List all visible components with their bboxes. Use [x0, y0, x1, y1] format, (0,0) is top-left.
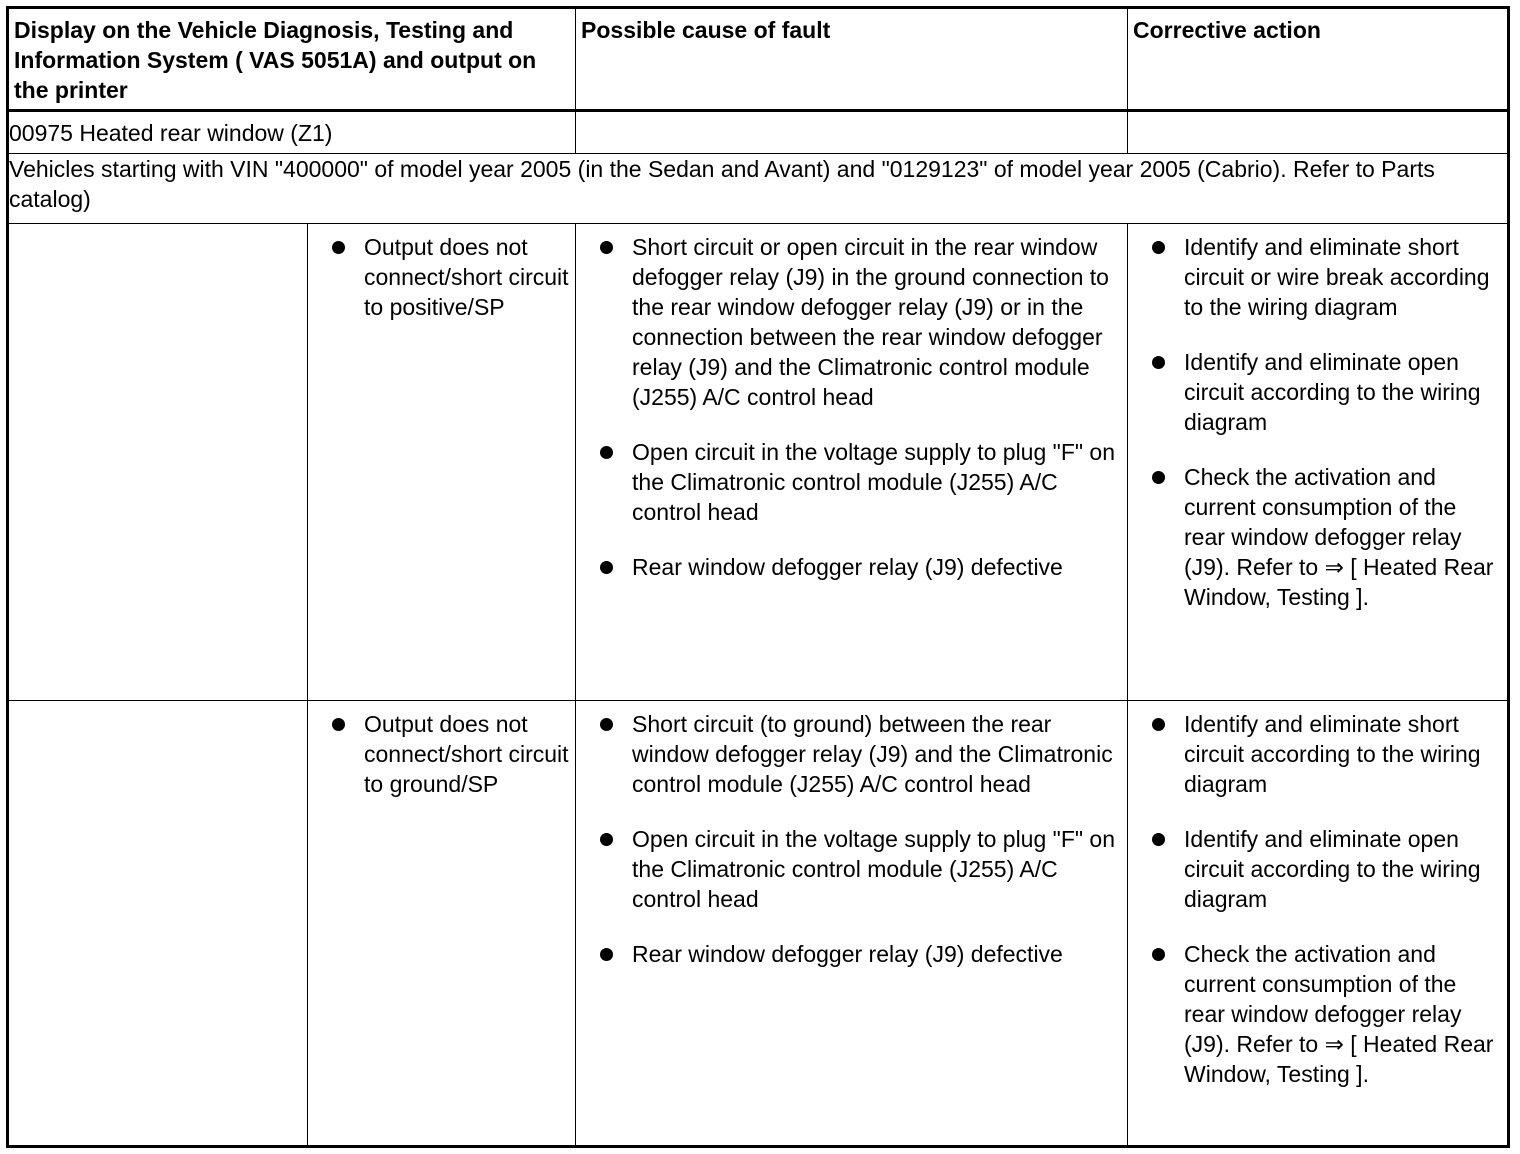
action-cell — [1128, 224, 1509, 701]
symptom-list — [308, 701, 575, 799]
header-row — [8, 8, 1509, 111]
empty-cell — [8, 224, 308, 701]
empty-cell — [576, 111, 1128, 154]
table-row — [8, 224, 1509, 701]
fault-code-row — [8, 111, 1509, 154]
list-item: Check the activation and current consumption of the rear window defogger relay (J9). Refer to ⇒ [ Heated Rear Window, Testing ]. — [1128, 462, 1503, 612]
list-item: Identify and eliminate open circuit according to the wiring diagram — [1128, 347, 1503, 437]
symptom-cell — [308, 224, 576, 701]
header-action: Corrective action — [1128, 8, 1509, 111]
symptom-cell — [308, 701, 576, 1147]
list-item: Open circuit in the voltage supply to plug "F" on the Climatronic control module (J255) A/C control head — [576, 437, 1123, 527]
cause-cell — [576, 701, 1128, 1147]
fault-code-cell: 00975 Heated rear window (Z1) — [8, 111, 576, 154]
table-row — [8, 701, 1509, 1147]
list-item: Short circuit or open circuit in the rear window defogger relay (J9) in the ground connection to the rear window defogger relay (J9) or in the connection between the rear window defogger relay (J9) and the Climatronic control module (J255) A/C control head — [576, 232, 1123, 412]
symptom-list — [308, 224, 575, 322]
list-item: Rear window defogger relay (J9) defective — [576, 939, 1123, 969]
header-cause: Possible cause of fault — [576, 8, 1128, 111]
cause-list — [576, 224, 1127, 582]
vehicle-note: Vehicles starting with VIN "400000" of model year 2005 (in the Sedan and Avant) and "0129123" of model year 2005 (Cabrio). Refer to Parts catalog) — [8, 154, 1509, 224]
vehicle-note-row — [8, 154, 1509, 224]
header-display: Display on the Vehicle Diagnosis, Testing and Information System ( VAS 5051A) and output on the printer — [8, 8, 576, 111]
action-cell — [1128, 701, 1509, 1147]
empty-cell — [8, 701, 308, 1147]
list-item: Identify and eliminate open circuit according to the wiring diagram — [1128, 824, 1503, 914]
list-item: Rear window defogger relay (J9) defective — [576, 552, 1123, 582]
fault-table — [6, 6, 1510, 1148]
cause-cell — [576, 224, 1128, 701]
action-list — [1128, 224, 1507, 612]
list-item: Check the activation and current consumption of the rear window defogger relay (J9). Refer to ⇒ [ Heated Rear Window, Testing ]. — [1128, 939, 1503, 1089]
action-list — [1128, 701, 1507, 1089]
list-item: Output does not connect/short circuit to ground/SP — [308, 709, 571, 799]
list-item: Identify and eliminate short circuit or wire break according to the wiring diagram — [1128, 232, 1503, 322]
list-item: Open circuit in the voltage supply to plug "F" on the Climatronic control module (J255) A/C control head — [576, 824, 1123, 914]
list-item: Short circuit (to ground) between the rear window defogger relay (J9) and the Climatronic control module (J255) A/C control head — [576, 709, 1123, 799]
empty-cell — [1128, 111, 1509, 154]
list-item: Identify and eliminate short circuit according to the wiring diagram — [1128, 709, 1503, 799]
cause-list — [576, 701, 1127, 969]
list-item: Output does not connect/short circuit to positive/SP — [308, 232, 571, 322]
